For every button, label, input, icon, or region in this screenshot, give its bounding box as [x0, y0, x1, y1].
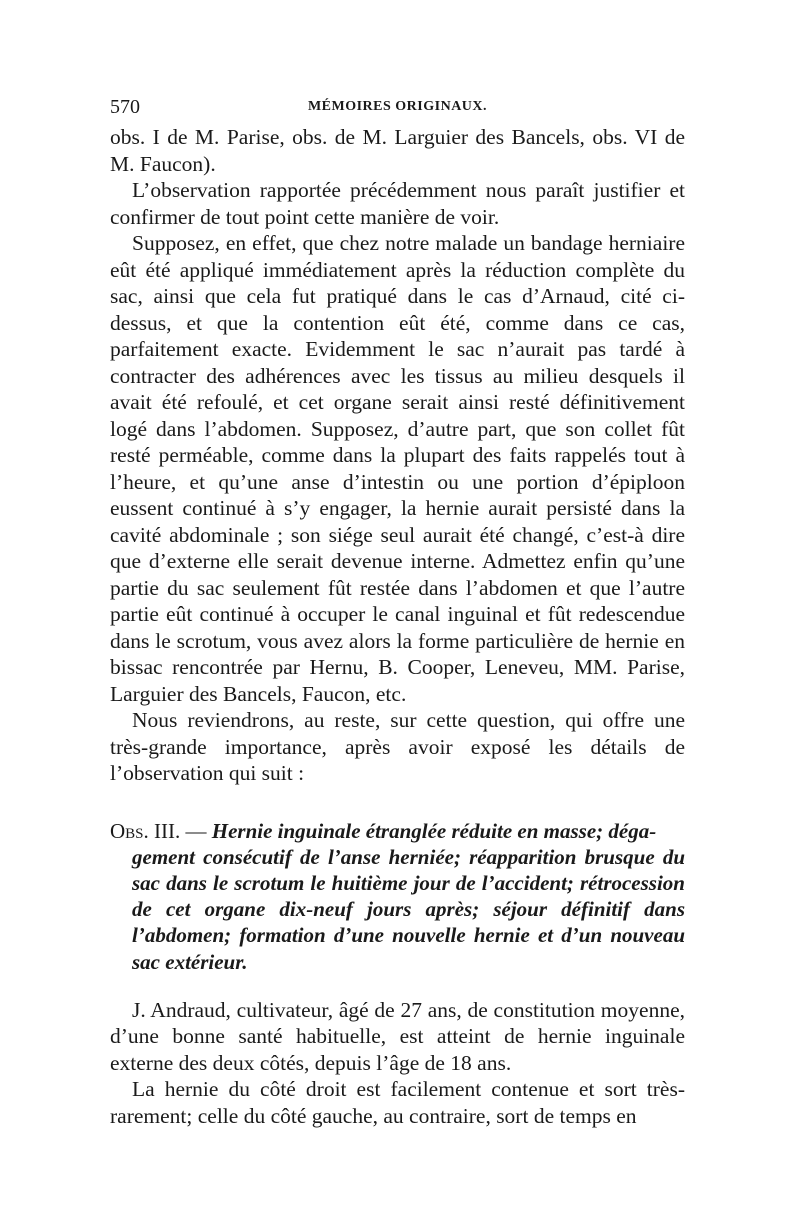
- observation-dash: —: [180, 818, 212, 843]
- observation-heading: [110, 818, 685, 975]
- paragraph-citation-continuation: obs. I de M. Parise, obs. de M. Larguier des Bancels, obs. VI de M. Faucon).: [110, 125, 685, 176]
- observation-title-rest: gement consécutif de l’anse herniée; réapparition brusque du sac dans le scrotum le huitième jour de l’accident; rétrocession de cet organe dix-neuf jours après; séjour définitif dans l’abdomen; formation d’une nouvelle hernie et d’un nouveau sac extérieur.: [132, 844, 685, 974]
- book-page: [110, 96, 685, 1129]
- paragraph-transition: Nous reviendrons, au reste, sur cette question, qui offre une très-grande importance, après avoir exposé les détails de l’observation qui suit :: [110, 708, 685, 785]
- paragraph-patient-intro: J. Andraud, cultivateur, âgé de 27 ans, de constitution moyenne, d’une bonne santé habituelle, est atteint de hernie inguinale externe des deux côtés, depuis l’âge de 18 ans.: [110, 997, 685, 1075]
- paragraph-hypothesis: Supposez, en effet, que chez notre malade un bandage herniaire eût été appliqué immédiatement après la réduction complète du sac, ainsi que cela fut pratiqué dans le cas d’Arnaud, cité ci-dessus, et que la contention eût été, comme dans ce cas, parfaitement exacte. Evidemment le sac n’aurait pas tardé à contracter des adhérences avec les tissus au milieu desquels il avait été refoulé, et cet organe serait ainsi resté définitivement logé dans l’abdomen. Supposez, d’autre part, que son collet fût resté perméable, comme dans la plupart des faits rappelés tout à l’heure, et qu’une anse d’intestin ou une portion d’épiploon eussent continué à s’y engager, la hernie aurait persisté dans la cavité abdominale ; son siége seul aurait été changé, c’est-à dire que d’externe elle serait devenue interne. Admettez enfin qu’une partie du sac seulement fût restée dans l’abdomen et que l’autre partie eût continué à occuper le canal inguinal et fût redescendue dans le scrotum, vous avez alors la forme particulière de hernie en bissac rencontrée par Hernu, B. Cooper, Leneveu, MM. Parise, Larguier des Bancels, Faucon, etc.: [110, 231, 685, 706]
- body-text: [110, 124, 685, 787]
- running-head: MÉMOIRES ORIGINAUX.: [307, 99, 488, 114]
- observation-label: Obs. III.: [110, 818, 181, 843]
- paragraph-hernia-sides: La hernie du côté droit est facilement contenue et sort très-rarement; celle du côté gauche, au contraire, sort de temps en: [110, 1077, 685, 1128]
- observation-title-first: Hernie inguinale étranglée réduite en masse; déga-: [211, 818, 657, 843]
- page-header: [110, 96, 685, 122]
- paragraph-justification: L’observation rapportée précédemment nous paraît justifier et confirmer de tout point cette manière de voir.: [110, 178, 685, 229]
- case-description: [110, 997, 685, 1130]
- page-number: 570: [110, 96, 140, 118]
